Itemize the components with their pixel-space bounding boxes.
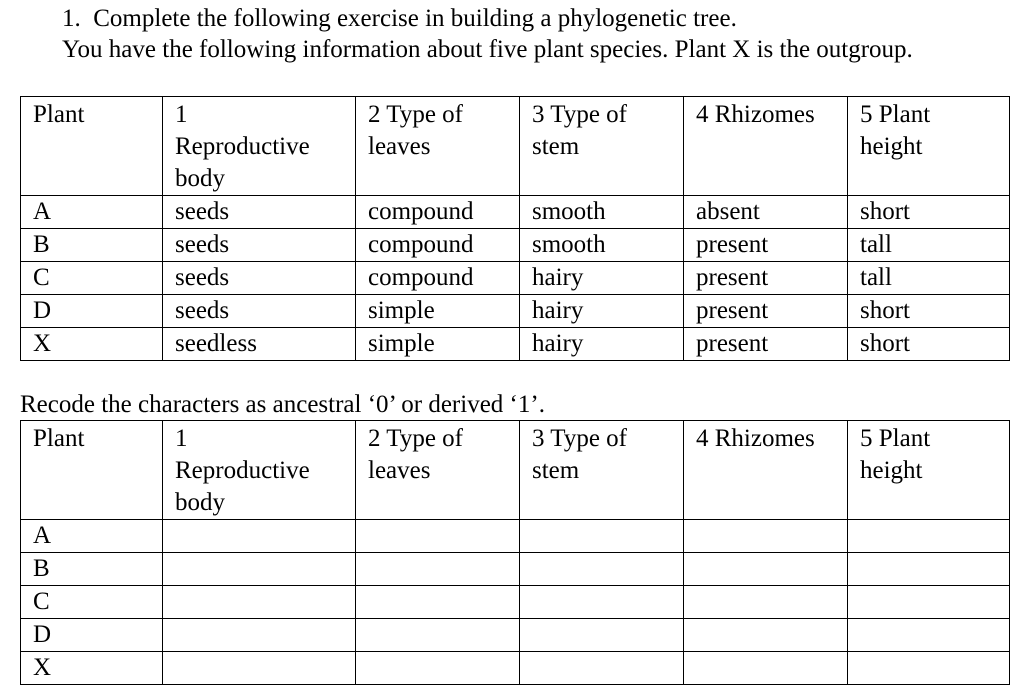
question-line-2: You have the following information about five plant species. Plant X is the outgroup. (62, 36, 913, 63)
cell-plant-height: short (848, 295, 1010, 328)
cell-plant: C (21, 586, 163, 619)
table-header-row (21, 97, 1010, 196)
recode-header-row (21, 421, 1010, 520)
cell-rhizomes: absent (684, 196, 848, 229)
recode-row (21, 586, 1010, 619)
cell-rhizomes: present (684, 262, 848, 295)
table-row (21, 328, 1010, 361)
recode-cell-type-of-stem[interactable] (520, 520, 684, 553)
header-type-of-stem: 3 Type of stem (520, 97, 684, 196)
cell-type-of-stem: hairy (520, 295, 684, 328)
cell-plant-height: tall (848, 262, 1010, 295)
recode-cell-plant-height[interactable] (848, 652, 1010, 685)
cell-plant: B (21, 229, 163, 262)
recode-instruction: Recode the characters as ancestral ‘0’ or derived ‘1’. (20, 391, 545, 418)
header-type-of-leaves: 2 Type of leaves (356, 97, 520, 196)
recode-cell-rhizomes[interactable] (684, 520, 848, 553)
cell-rhizomes: present (684, 229, 848, 262)
cell-reproductive-body: seeds (163, 295, 356, 328)
header-type-of-stem: 3 Type of stem (520, 421, 684, 520)
recode-cell-reproductive-body[interactable] (163, 553, 356, 586)
cell-type-of-stem: hairy (520, 328, 684, 361)
cell-plant: X (21, 652, 163, 685)
recode-cell-type-of-leaves[interactable] (356, 586, 520, 619)
header-plant-height: 5 Plant height (848, 97, 1010, 196)
cell-reproductive-body: seeds (163, 196, 356, 229)
recode-cell-rhizomes[interactable] (684, 652, 848, 685)
header-type-of-leaves: 2 Type of leaves (356, 421, 520, 520)
header-plant-height: 5 Plant height (848, 421, 1010, 520)
cell-plant: D (21, 619, 163, 652)
header-rhizomes: 4 Rhizomes (684, 421, 848, 520)
cell-plant: X (21, 328, 163, 361)
cell-type-of-stem: smooth (520, 229, 684, 262)
recode-cell-type-of-stem[interactable] (520, 652, 684, 685)
recode-cell-plant-height[interactable] (848, 553, 1010, 586)
recode-row (21, 619, 1010, 652)
recode-cell-type-of-leaves[interactable] (356, 553, 520, 586)
table-row (21, 229, 1010, 262)
cell-type-of-stem: hairy (520, 262, 684, 295)
cell-plant: A (21, 196, 163, 229)
cell-plant: B (21, 553, 163, 586)
header-plant: Plant (21, 421, 163, 520)
header-rhizomes: 4 Rhizomes (684, 97, 848, 196)
cell-type-of-leaves: simple (356, 295, 520, 328)
recode-cell-rhizomes[interactable] (684, 553, 848, 586)
cell-plant-height: short (848, 196, 1010, 229)
header-reproductive-body: 1 Reproductive body (163, 421, 356, 520)
recode-cell-type-of-stem[interactable] (520, 619, 684, 652)
recode-cell-plant-height[interactable] (848, 520, 1010, 553)
recode-cell-reproductive-body[interactable] (163, 619, 356, 652)
cell-reproductive-body: seedless (163, 328, 356, 361)
recode-cell-type-of-stem[interactable] (520, 586, 684, 619)
cell-plant: A (21, 520, 163, 553)
cell-reproductive-body: seeds (163, 262, 356, 295)
header-reproductive-body: 1 Reproductive body (163, 97, 356, 196)
recode-row (21, 652, 1010, 685)
cell-reproductive-body: seeds (163, 229, 356, 262)
recode-cell-type-of-stem[interactable] (520, 553, 684, 586)
question-line-1: 1. Complete the following exercise in building a phylogenetic tree. (62, 5, 737, 32)
cell-type-of-leaves: compound (356, 196, 520, 229)
cell-plant-height: short (848, 328, 1010, 361)
cell-plant: D (21, 295, 163, 328)
table-row (21, 262, 1010, 295)
recode-row (21, 553, 1010, 586)
recode-cell-type-of-leaves[interactable] (356, 652, 520, 685)
recode-cell-reproductive-body[interactable] (163, 652, 356, 685)
cell-type-of-stem: smooth (520, 196, 684, 229)
recode-cell-type-of-leaves[interactable] (356, 619, 520, 652)
cell-rhizomes: present (684, 295, 848, 328)
cell-plant: C (21, 262, 163, 295)
cell-type-of-leaves: simple (356, 328, 520, 361)
table-row (21, 295, 1010, 328)
table-row (21, 196, 1010, 229)
recode-cell-plant-height[interactable] (848, 619, 1010, 652)
cell-type-of-leaves: compound (356, 262, 520, 295)
cell-plant-height: tall (848, 229, 1010, 262)
cell-rhizomes: present (684, 328, 848, 361)
plant-data-table (20, 96, 1010, 361)
recode-cell-rhizomes[interactable] (684, 619, 848, 652)
recode-cell-reproductive-body[interactable] (163, 586, 356, 619)
recode-table (20, 420, 1010, 685)
recode-cell-type-of-leaves[interactable] (356, 520, 520, 553)
recode-cell-reproductive-body[interactable] (163, 520, 356, 553)
recode-row (21, 520, 1010, 553)
header-plant: Plant (21, 97, 163, 196)
cell-type-of-leaves: compound (356, 229, 520, 262)
recode-cell-rhizomes[interactable] (684, 586, 848, 619)
recode-cell-plant-height[interactable] (848, 586, 1010, 619)
